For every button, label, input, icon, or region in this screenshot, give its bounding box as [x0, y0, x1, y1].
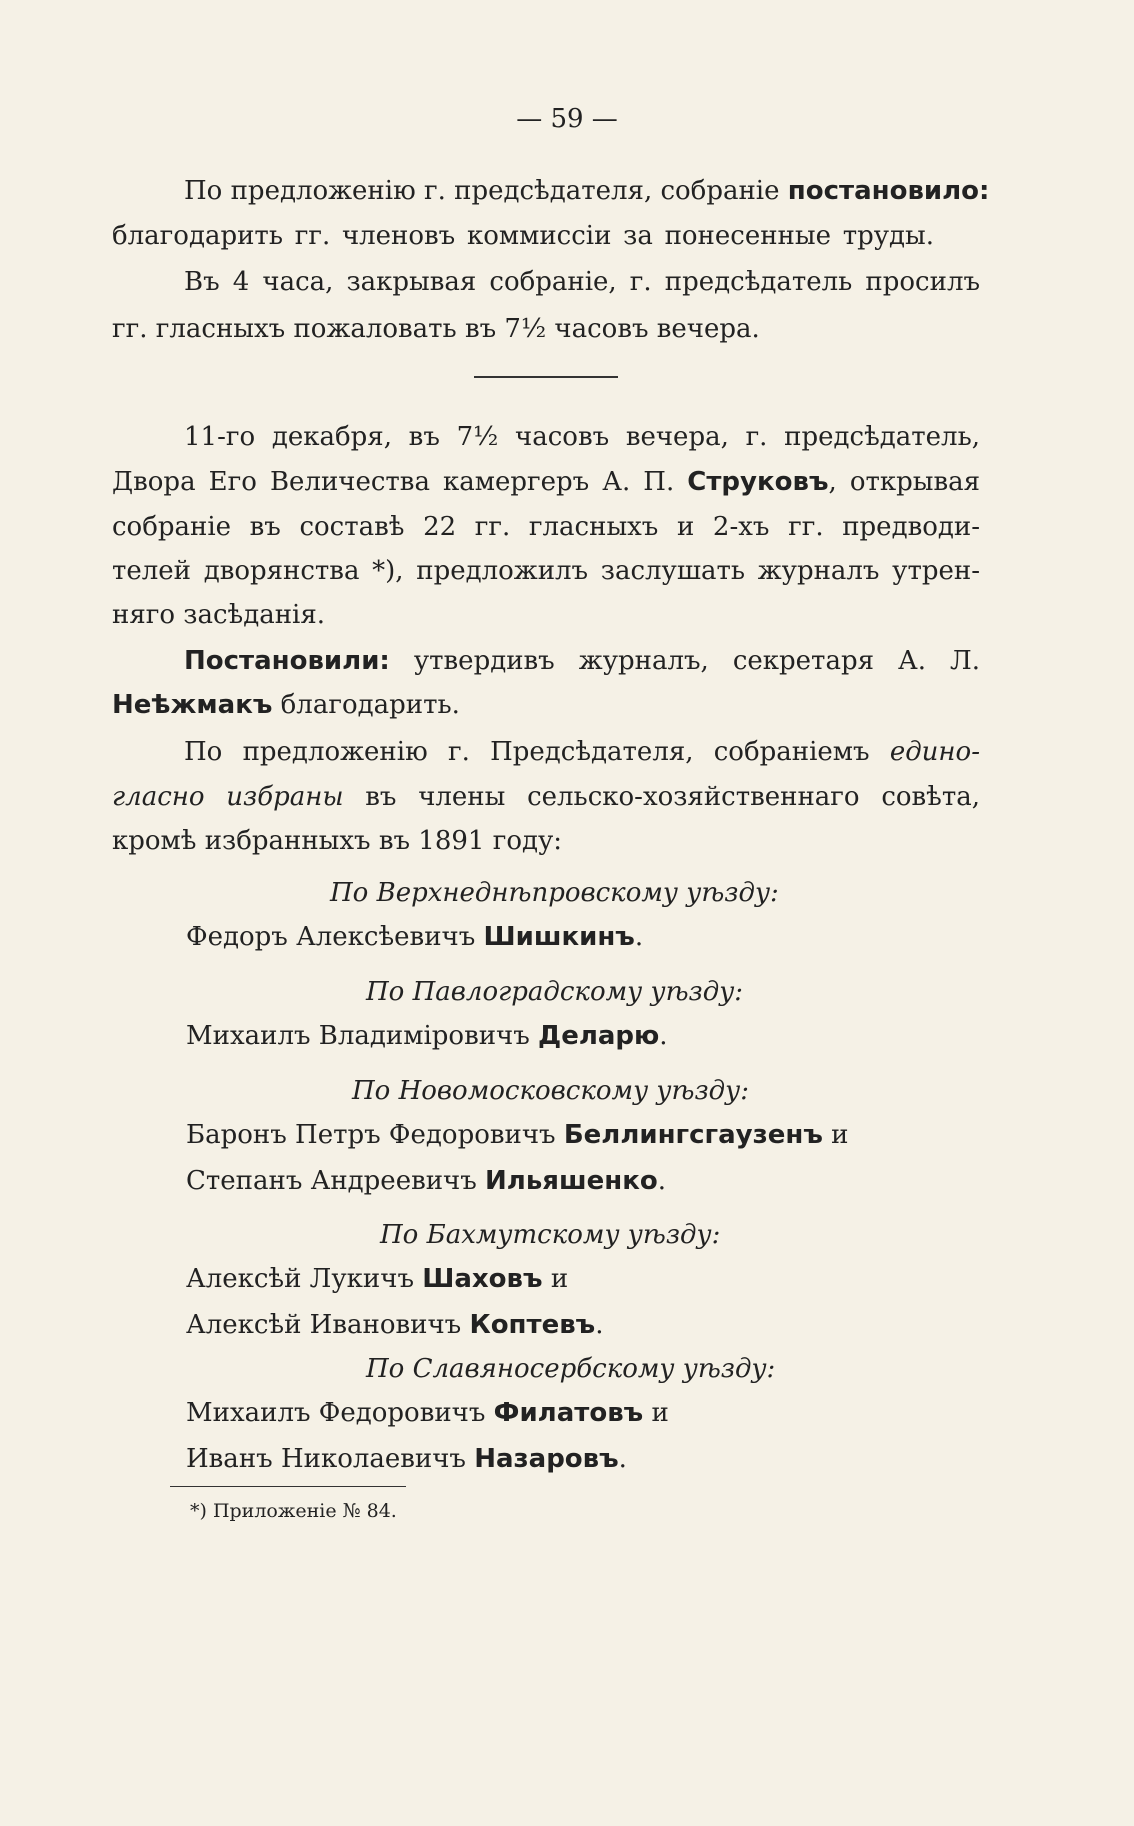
para4-line2-after: благодарить. [280, 690, 460, 720]
member-surname: Коптевъ [469, 1310, 596, 1340]
para2-line2: гг. гласныхъ пожаловать въ 7½ часовъ вечера. [112, 314, 760, 344]
para1-line1-text: По предложенію г. предсѣдателя, собраніе [184, 176, 780, 206]
para4-line1-after: утвердивъ журналъ, секретаря А. Л. [413, 646, 980, 676]
member-name: Михаилъ Владиміровичъ [186, 1021, 530, 1051]
member-tail: . [618, 1444, 627, 1474]
member-surname: Беллингсгаузенъ [563, 1120, 823, 1150]
para3-line2 [112, 467, 980, 497]
section-divider [474, 376, 618, 378]
para3-line2-before: Двора Его Величества камергеръ А. П. [112, 467, 675, 497]
member-name: Степанъ Андреевичъ [186, 1166, 477, 1196]
para5-line2-italic: гласно избраны [112, 782, 344, 812]
member-surname: Ильяшенко [485, 1166, 658, 1196]
member-name: Иванъ Николаевичъ [186, 1444, 466, 1474]
para3-line5: няго засѣданія. [112, 600, 326, 630]
para5-line3: кромѣ избранныхъ въ 1891 году: [112, 826, 563, 856]
district-member-4-1 [186, 1264, 568, 1294]
member-surname: Назаровъ [474, 1444, 619, 1474]
para5-line1-italic: едино- [889, 737, 980, 767]
para1-line1 [184, 176, 990, 206]
district-member-5-2 [186, 1444, 627, 1474]
para5-line2-after: въ члены сельско-хозяйственнаго совѣта, [365, 782, 980, 812]
district-member-5-1 [186, 1398, 669, 1428]
para2-line1: Въ 4 часа, закрывая собраніе, г. предсѣдатель просилъ [184, 267, 980, 297]
member-surname: Филатовъ [493, 1398, 644, 1428]
para5-line2 [112, 782, 980, 812]
member-tail: и [651, 1398, 669, 1428]
member-name: Михаилъ Федоровичъ [186, 1398, 486, 1428]
para3-line2-bold: Струковъ [687, 467, 829, 497]
member-tail: и [831, 1120, 849, 1150]
member-surname: Шаховъ [422, 1264, 543, 1294]
footnote: *) Приложеніе № 84. [190, 1500, 397, 1522]
district-member-4-2 [186, 1310, 603, 1340]
para5-line1 [184, 737, 980, 767]
district-member-2-1 [186, 1021, 668, 1051]
member-name: Алексѣй Лукичъ [186, 1264, 414, 1294]
para1-line1-bold: постановило: [787, 176, 990, 206]
district-heading-1: По Верхнеднѣпровскому уѣзду: [330, 878, 779, 908]
member-tail: . [659, 1021, 668, 1051]
member-name: Федоръ Алексѣевичъ [186, 922, 476, 952]
member-tail: . [657, 1166, 666, 1196]
para1-line2: благодарить гг. членовъ коммиссіи за понесенные труды. [112, 221, 934, 251]
member-tail: . [634, 922, 644, 952]
page-number: — 59 — [516, 104, 618, 134]
member-tail: и [550, 1264, 569, 1294]
district-heading-2: По Павлоградскому уѣзду: [366, 977, 744, 1007]
member-name: Баронъ Петръ Федоровичъ [186, 1120, 556, 1150]
para3-line3: собраніе въ составѣ 22 гг. гласныхъ и 2-хъ гг. предводи- [112, 512, 980, 542]
para5-line1-before: По предложенію г. Предсѣдателя, собраніемъ [184, 737, 870, 767]
district-heading-5: По Славяносербскому уѣзду: [366, 1354, 776, 1384]
district-member-3-1 [186, 1120, 848, 1150]
district-heading-3: По Новомосковскому уѣзду: [352, 1076, 749, 1106]
district-heading-4: По Бахмутскому уѣзду: [380, 1220, 721, 1250]
member-name: Алексѣй Ивановичъ [186, 1310, 462, 1340]
footnote-divider [170, 1486, 406, 1487]
para4-line1-bold: Постановили: [184, 646, 390, 676]
member-tail: . [595, 1310, 604, 1340]
para3-line4: телей дворянства *), предложилъ заслушать журналъ утрен- [112, 556, 980, 586]
member-surname: Шишкинъ [483, 922, 635, 952]
district-member-3-2 [186, 1166, 666, 1196]
member-surname: Деларю [538, 1021, 660, 1051]
para4-line2 [112, 690, 460, 720]
para4-line1 [184, 646, 980, 676]
para3-line1: 11-го декабря, въ 7½ часовъ вечера, г. предсѣдатель, [184, 422, 980, 452]
para3-line2-after: , открывая [828, 467, 980, 497]
district-member-1-1 [186, 922, 643, 952]
para4-line2-bold: Неѣжмакъ [112, 690, 273, 720]
